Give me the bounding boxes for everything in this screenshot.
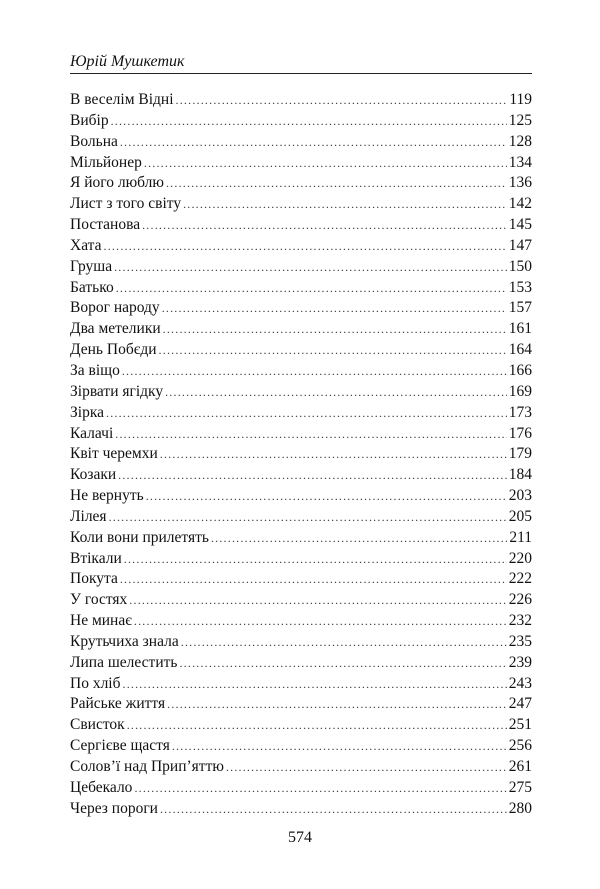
- toc-entry: [70, 674, 532, 695]
- toc-entry: [70, 111, 532, 132]
- dot-leader: [176, 90, 508, 111]
- toc-entry: [70, 424, 532, 445]
- dot-leader: [114, 257, 507, 278]
- toc-entry-page: 147: [508, 236, 532, 254]
- toc-entry-title: Коли вони прилетять: [70, 528, 209, 546]
- toc-entry-page: 166: [508, 361, 532, 379]
- toc-entry-title: День Побєди: [70, 341, 157, 359]
- toc-entry: [70, 319, 532, 340]
- toc-entry-page: 179: [508, 445, 532, 463]
- toc-entry-title: Лілея: [70, 507, 107, 525]
- toc-entry: [70, 361, 532, 382]
- toc-entry-title: Не минає: [70, 612, 132, 630]
- dot-leader: [226, 757, 507, 778]
- toc-entry: [70, 173, 532, 194]
- dot-leader: [159, 340, 507, 361]
- toc-entry: [70, 528, 532, 549]
- dot-leader: [124, 549, 507, 570]
- toc-entry: [70, 799, 532, 820]
- toc-entry-page: 157: [508, 299, 532, 317]
- dot-leader: [146, 486, 507, 507]
- dot-leader: [134, 611, 507, 632]
- dot-leader: [111, 111, 507, 132]
- toc-entry-title: По хліб: [70, 674, 121, 692]
- toc-entry-page: 205: [508, 507, 532, 525]
- toc-entry-page: 173: [508, 403, 532, 421]
- toc-entry-title: Калачі: [70, 424, 114, 442]
- toc-entry: [70, 736, 532, 757]
- toc-entry-page: 176: [508, 424, 532, 442]
- toc-entry-page: 161: [508, 320, 532, 338]
- dot-leader: [122, 361, 507, 382]
- toc-entry-page: 251: [508, 716, 532, 734]
- toc-entry-title: Свисток: [70, 716, 125, 734]
- toc-entry-page: 222: [508, 570, 532, 588]
- dot-leader: [127, 715, 507, 736]
- dot-leader: [120, 132, 507, 153]
- toc-entry: [70, 486, 532, 507]
- toc-entry: [70, 549, 532, 570]
- toc-entry: [70, 444, 532, 465]
- dot-leader: [106, 403, 507, 424]
- toc-entry-title: Втікали: [70, 549, 122, 567]
- toc-entry: [70, 278, 532, 299]
- dot-leader: [115, 424, 507, 445]
- toc-entry: [70, 382, 532, 403]
- toc-entry: [70, 236, 532, 257]
- dot-leader: [160, 444, 507, 465]
- toc-entry: [70, 298, 532, 319]
- dot-leader: [172, 736, 507, 757]
- toc-entry-title: Ворог народу: [70, 299, 160, 317]
- toc-entry: [70, 757, 532, 778]
- toc-entry-page: 211: [509, 528, 532, 546]
- toc-entry-title: Хата: [70, 236, 102, 254]
- toc-entry: [70, 153, 532, 174]
- toc-entry: [70, 403, 532, 424]
- toc-entry-title: Я його люблю: [70, 174, 164, 192]
- toc-entry: [70, 215, 532, 236]
- dot-leader: [104, 236, 507, 257]
- toc-entry-title: В веселім Відні: [70, 91, 174, 108]
- toc-entry-title: Зірвати ягідку: [70, 382, 164, 400]
- toc-entry: [70, 257, 532, 278]
- dot-leader: [163, 319, 507, 340]
- toc-entry: [70, 90, 532, 111]
- toc-entry-title: У гостях: [70, 591, 128, 609]
- toc-entry: [70, 590, 532, 611]
- dot-leader: [179, 653, 506, 674]
- toc-entry-page: 184: [508, 466, 532, 484]
- dot-leader: [109, 507, 507, 528]
- dot-leader: [144, 153, 507, 174]
- toc-entry-page: 256: [508, 737, 532, 755]
- dot-leader: [142, 215, 507, 236]
- toc-entry-page: 239: [508, 653, 532, 671]
- toc-entry-page: 153: [508, 278, 532, 296]
- toc-entry-title: Не вернуть: [70, 487, 144, 505]
- dot-leader: [183, 194, 507, 215]
- toc-entry-title: Райське життя: [70, 695, 166, 713]
- table-of-contents: [70, 90, 532, 820]
- dot-leader: [118, 465, 507, 486]
- dot-leader: [165, 382, 507, 403]
- dot-leader: [123, 674, 507, 695]
- toc-entry: [70, 507, 532, 528]
- toc-entry-page: 169: [508, 382, 532, 400]
- toc-entry: [70, 653, 532, 674]
- toc-entry-page: 275: [508, 778, 532, 796]
- dot-leader: [120, 569, 507, 590]
- toc-entry-title: Козаки: [70, 466, 117, 484]
- toc-entry-page: 203: [508, 487, 532, 505]
- dot-leader: [166, 173, 507, 194]
- toc-entry: [70, 778, 532, 799]
- toc-entry-title: Покута: [70, 570, 118, 588]
- toc-entry-title: Цебекало: [70, 778, 133, 796]
- toc-entry: [70, 194, 532, 215]
- toc-entry: [70, 132, 532, 153]
- toc-entry-page: 247: [508, 695, 532, 713]
- toc-entry-page: 142: [508, 195, 532, 213]
- toc-entry-page: 125: [508, 111, 532, 129]
- toc-entry-page: 134: [508, 153, 532, 171]
- toc-entry: [70, 715, 532, 736]
- toc-entry-title: Вибір: [70, 111, 109, 129]
- toc-entry-page: 164: [508, 341, 532, 359]
- toc-entry-page: 235: [508, 632, 532, 650]
- toc-entry-page: 226: [508, 591, 532, 609]
- toc-entry-title: Два метелики: [70, 320, 161, 338]
- toc-entry-page: 220: [508, 549, 532, 567]
- toc-entry-page: 145: [508, 216, 532, 234]
- toc-entry-title: Зірка: [70, 403, 104, 421]
- toc-entry-page: 280: [508, 799, 532, 817]
- running-header: [70, 52, 530, 72]
- toc-entry: [70, 465, 532, 486]
- toc-entry: [70, 569, 532, 590]
- dot-leader: [167, 694, 507, 715]
- toc-entry-title: Солов’ї над Прип’яттю: [70, 758, 224, 775]
- toc-entry: [70, 340, 532, 361]
- toc-entry-page: 119: [509, 91, 532, 108]
- author-name: Юрій Мушкетик: [70, 53, 185, 70]
- dot-leader: [162, 298, 507, 319]
- toc-entry-title: Лист з того світу: [70, 195, 182, 213]
- dot-leader: [129, 590, 506, 611]
- toc-entry-title: Груша: [70, 257, 113, 275]
- toc-entry: [70, 611, 532, 632]
- dot-leader: [181, 632, 507, 653]
- toc-entry: [70, 694, 532, 715]
- toc-entry-page: 261: [508, 758, 532, 775]
- toc-entry-page: 243: [508, 674, 532, 692]
- toc-entry-title: Липа шелестить: [70, 653, 178, 671]
- toc-entry-title: Через пороги: [70, 799, 158, 817]
- toc-entry-title: Постанова: [70, 216, 141, 234]
- toc-entry-title: За віщо: [70, 361, 120, 379]
- toc-entry-title: Вольна: [70, 132, 118, 150]
- toc-entry-title: Батько: [70, 278, 114, 296]
- toc-entry-title: Крутьчиха знала: [70, 632, 179, 650]
- dot-leader: [160, 799, 507, 820]
- toc-entry-title: Сергієве щастя: [70, 737, 170, 755]
- dot-leader: [134, 778, 506, 799]
- toc-entry: [70, 632, 532, 653]
- toc-entry-title: Мільйонер: [70, 153, 142, 171]
- toc-entry-page: 128: [508, 132, 532, 150]
- page-number: 574: [288, 829, 312, 846]
- toc-entry-page: 232: [508, 612, 532, 630]
- toc-entry-page: 150: [508, 257, 532, 275]
- dot-leader: [211, 528, 507, 549]
- toc-entry-page: 136: [508, 174, 532, 192]
- dot-leader: [116, 278, 507, 299]
- header-rule: [70, 73, 532, 74]
- toc-entry-title: Квіт черемхи: [70, 445, 158, 463]
